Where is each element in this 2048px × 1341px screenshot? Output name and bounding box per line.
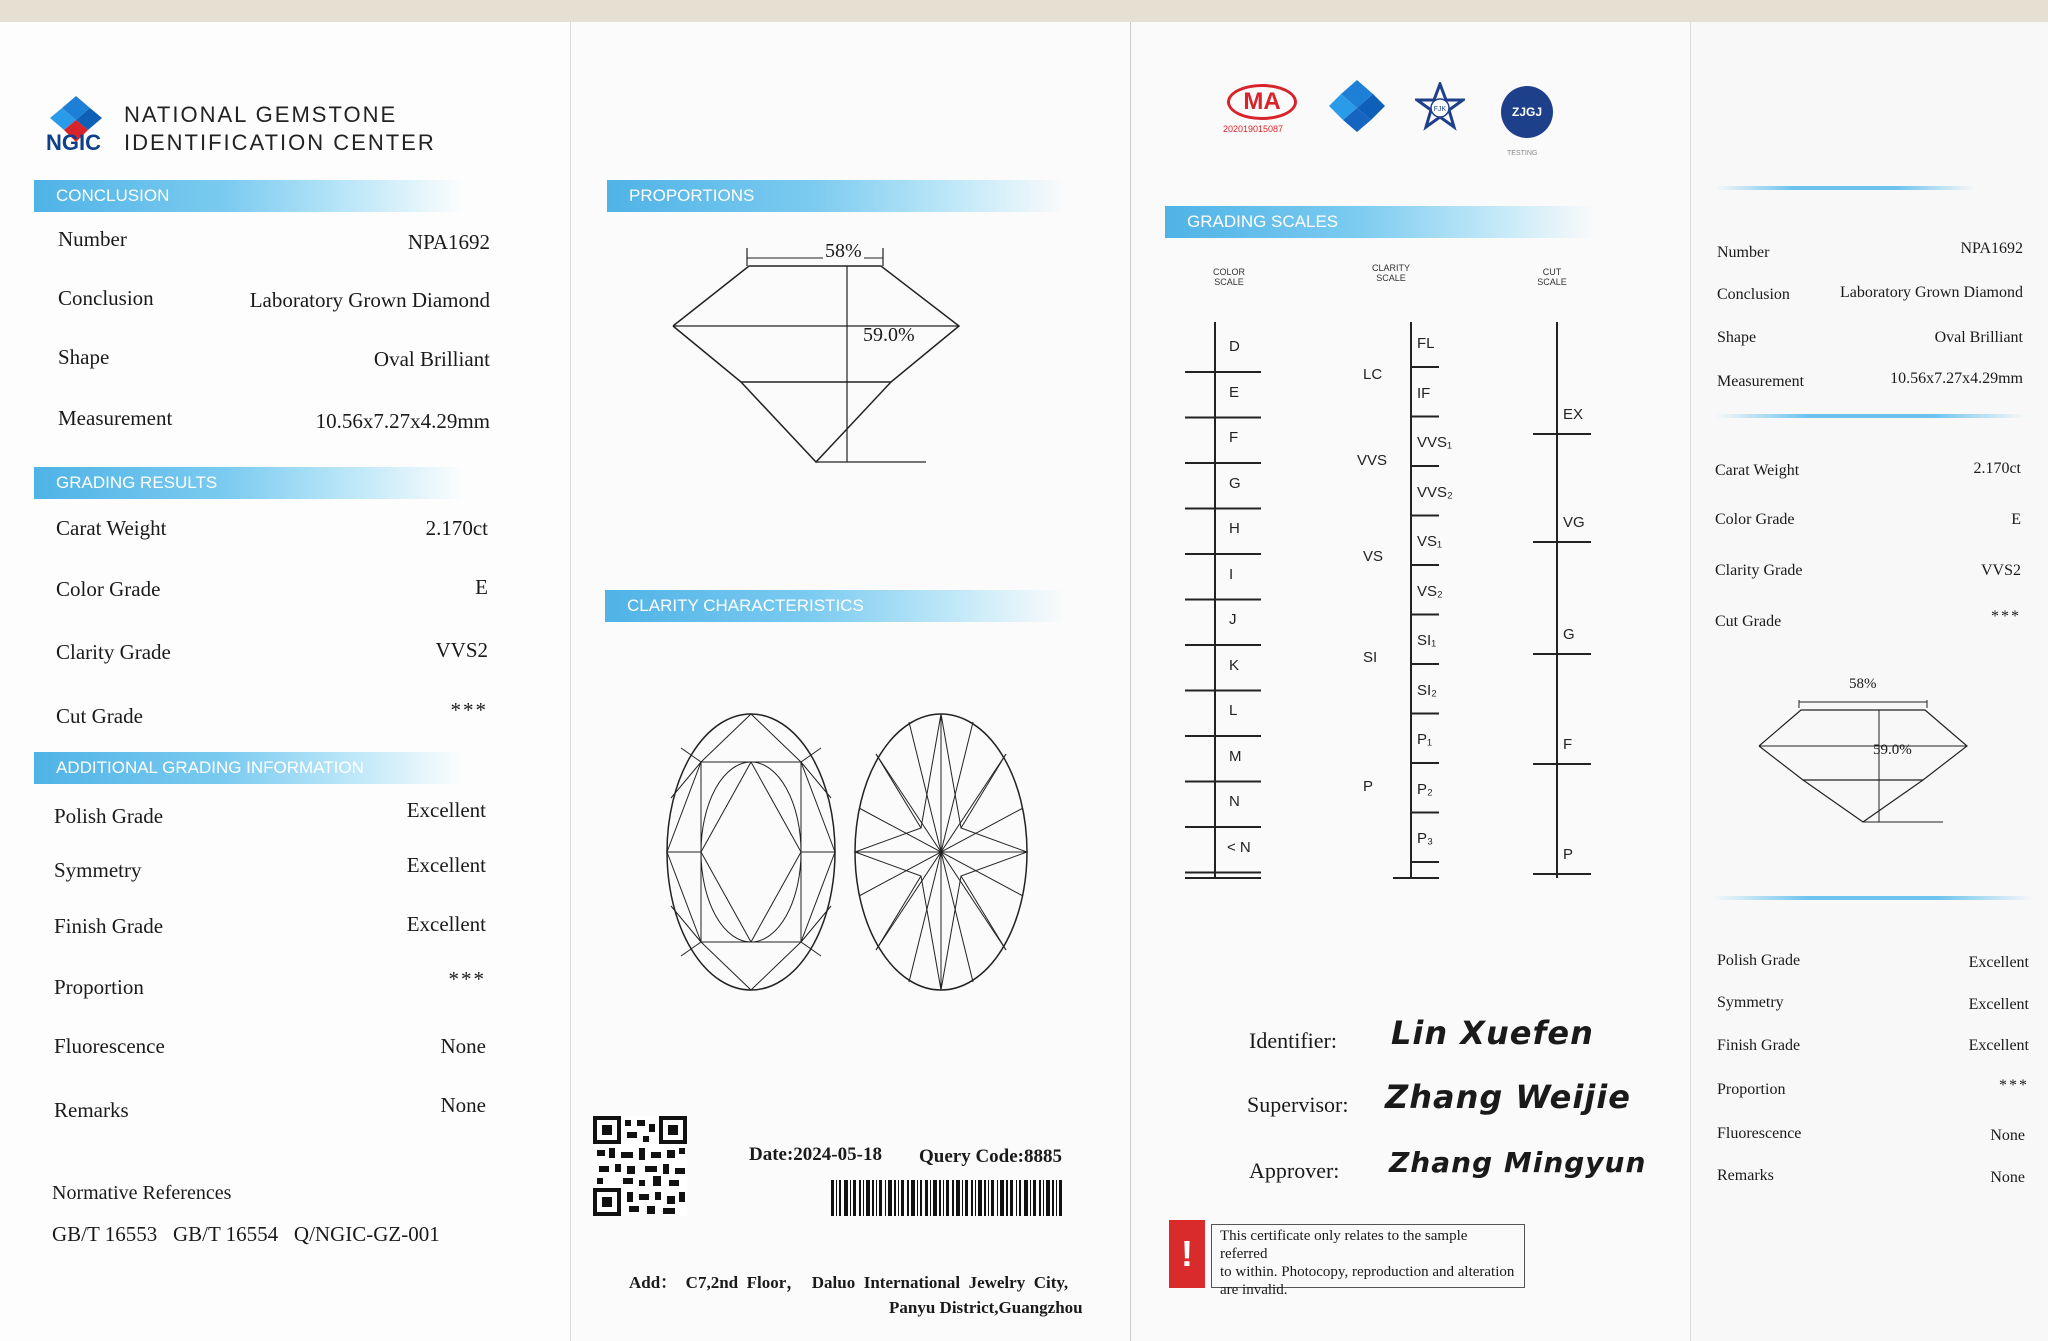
clarity-group-0: LC bbox=[1363, 366, 1383, 383]
label-remarks: Remarks bbox=[54, 1098, 129, 1122]
section-grading-results: GRADING RESULTS bbox=[34, 467, 464, 499]
summary-label-fluorescence: Fluorescence bbox=[1717, 1125, 1802, 1142]
ngic-diamond-logo-icon bbox=[1327, 78, 1387, 134]
clarity-grade-1: IF bbox=[1417, 384, 1431, 402]
summary-value-color: E bbox=[2011, 511, 2021, 528]
label-number: Number bbox=[58, 227, 127, 251]
notice-line3: are invalid. bbox=[1220, 1282, 1288, 1298]
panel-plots bbox=[570, 22, 1131, 1341]
warning-icon: ! bbox=[1169, 1220, 1205, 1288]
summary-label-proportion: Proportion bbox=[1717, 1081, 1786, 1098]
issue-date: Date:2024-05-18 bbox=[749, 1144, 882, 1165]
value-cut-grade: *** bbox=[450, 698, 488, 722]
panel-main-report bbox=[0, 22, 570, 1341]
summary-value-clarity: VVS2 bbox=[1980, 562, 2021, 579]
color-grade-9: M bbox=[1229, 747, 1242, 765]
qr-code[interactable] bbox=[593, 1116, 687, 1216]
cut-grade-0: EX bbox=[1563, 406, 1584, 423]
approver-label: Approver: bbox=[1249, 1158, 1340, 1183]
label-polish-grade: Polish Grade bbox=[54, 804, 164, 828]
value-proportion: *** bbox=[448, 967, 486, 991]
query-code: Query Code:8885 bbox=[919, 1146, 1063, 1167]
cut-grade-1: VG bbox=[1563, 514, 1585, 531]
ngic-abbr: NGIC bbox=[46, 130, 101, 155]
section-conclusion: CONCLUSION bbox=[34, 180, 464, 212]
label-color-grade: Color Grade bbox=[56, 577, 161, 601]
barcode bbox=[831, 1180, 1063, 1216]
color-grade-2: F bbox=[1229, 429, 1239, 446]
color-scale bbox=[1181, 322, 1261, 882]
color-grade-6: J bbox=[1229, 611, 1237, 628]
summary-label-measurement: Measurement bbox=[1717, 373, 1805, 390]
summary-label-conclusion: Conclusion bbox=[1717, 286, 1790, 303]
label-carat-weight: Carat Weight bbox=[56, 516, 167, 540]
clarity-grade-0: FL bbox=[1417, 335, 1435, 352]
summary-value-remarks: None bbox=[1990, 1169, 2025, 1186]
summary-value-measurement: 10.56x7.27x4.29mm bbox=[1890, 370, 2023, 387]
color-grade-3: G bbox=[1229, 474, 1241, 492]
org-name-line2: IDENTIFICATION CENTER bbox=[124, 130, 436, 155]
summary-label-cut: Cut Grade bbox=[1715, 613, 1782, 630]
summary-value-symmetry: Excellent bbox=[1968, 996, 2029, 1013]
value-measurement: 10.56x7.27x4.29mm bbox=[315, 409, 490, 433]
clarity-grade-2: VVS₁ bbox=[1417, 434, 1453, 451]
color-grade-4: H bbox=[1229, 520, 1240, 537]
value-clarity-grade: VVS2 bbox=[435, 638, 488, 662]
summary-depth-percent: 59.0% bbox=[1873, 742, 1912, 758]
summary-label-color: Color Grade bbox=[1715, 511, 1795, 528]
supervisor-signature: Zhang Weijie bbox=[1385, 1078, 1631, 1116]
zjgj-logo-icon: ZJGJ bbox=[1501, 86, 1553, 138]
color-grade-1: E bbox=[1229, 383, 1240, 401]
section-proportions: PROPORTIONS bbox=[607, 180, 1067, 212]
address-line2: Panyu District,Guangzhou bbox=[889, 1298, 1083, 1317]
value-symmetry: Excellent bbox=[406, 853, 486, 877]
summary-label-carat: Carat Weight bbox=[1715, 462, 1800, 479]
clarity-grade-5: VS₂ bbox=[1417, 582, 1443, 600]
label-measurement: Measurement bbox=[58, 406, 173, 430]
zjgj-sub: TESTING bbox=[1507, 150, 1538, 157]
label-shape: Shape bbox=[58, 345, 110, 369]
divider bbox=[1715, 186, 1975, 190]
value-conclusion: Laboratory Grown Diamond bbox=[249, 288, 490, 312]
ma-number: 202019015087 bbox=[1223, 124, 1284, 134]
paper-edge bbox=[0, 0, 2048, 22]
color-grade-10: N bbox=[1229, 793, 1240, 810]
org-name-line1: NATIONAL GEMSTONE bbox=[124, 102, 398, 127]
notice-box bbox=[1211, 1224, 1525, 1298]
label-clarity-grade: Clarity Grade bbox=[56, 640, 171, 664]
section-clarity-characteristics: CLARITY CHARACTERISTICS bbox=[605, 590, 1065, 622]
summary-value-conclusion: Laboratory Grown Diamond bbox=[1839, 284, 2023, 301]
summary-value-cut: *** bbox=[1991, 608, 2021, 625]
value-number: NPA1692 bbox=[407, 230, 490, 254]
divider bbox=[1715, 414, 2025, 418]
clarity-scale bbox=[1391, 322, 1451, 882]
summary-label-symmetry: Symmetry bbox=[1717, 994, 1784, 1011]
cut-grade-2: G bbox=[1563, 626, 1575, 643]
summary-proportion-diagram bbox=[1757, 694, 1973, 826]
identifier-label: Identifier: bbox=[1249, 1028, 1337, 1053]
notice-line2: to within. Photocopy, reproduction and alteration bbox=[1220, 1264, 1515, 1280]
clarity-grade-3: VVS₂ bbox=[1417, 483, 1453, 501]
value-polish-grade: Excellent bbox=[406, 798, 486, 822]
clarity-group-1: VVS bbox=[1357, 452, 1388, 469]
summary-value-proportion: *** bbox=[1999, 1077, 2029, 1094]
label-conclusion: Conclusion bbox=[58, 286, 154, 310]
summary-label-polish: Polish Grade bbox=[1717, 952, 1801, 969]
value-carat-weight: 2.170ct bbox=[425, 516, 488, 540]
cut-grade-3: F bbox=[1563, 736, 1573, 753]
value-finish-grade: Excellent bbox=[406, 912, 486, 936]
color-grade-5: I bbox=[1229, 565, 1234, 583]
divider bbox=[1713, 896, 2033, 900]
normative-references-label: Normative References bbox=[52, 1182, 232, 1204]
value-fluorescence: None bbox=[440, 1034, 486, 1058]
label-proportion: Proportion bbox=[54, 975, 144, 999]
section-additional-grading: ADDITIONAL GRADING INFORMATION bbox=[34, 752, 464, 784]
value-shape: Oval Brilliant bbox=[373, 347, 490, 371]
clarity-grade-6: SI₁ bbox=[1417, 632, 1437, 649]
ma-logo-icon: MA bbox=[1227, 84, 1297, 120]
clarity-grade-4: VS₁ bbox=[1417, 533, 1443, 550]
supervisor-label: Supervisor: bbox=[1247, 1092, 1349, 1117]
cut-scale-title: CUT SCALE bbox=[1537, 267, 1567, 287]
value-color-grade: E bbox=[475, 575, 488, 599]
clarity-grade-8: P₁ bbox=[1417, 731, 1433, 748]
color-scale-title: COLOR SCALE bbox=[1212, 267, 1245, 287]
clarity-group-3: SI bbox=[1363, 649, 1378, 666]
clarity-grade-7: SI₂ bbox=[1417, 681, 1437, 699]
summary-label-finish: Finish Grade bbox=[1717, 1037, 1801, 1054]
summary-table-percent: 58% bbox=[1849, 676, 1877, 692]
summary-label-remarks: Remarks bbox=[1717, 1167, 1774, 1184]
summary-value-number: NPA1692 bbox=[1960, 240, 2023, 257]
proportion-diagram bbox=[671, 244, 971, 474]
normative-references-value: GB/T 16553 GB/T 16554 Q/NGIC-GZ-001 bbox=[52, 1222, 440, 1246]
value-remarks: None bbox=[440, 1093, 486, 1117]
pavilion-view-diagram bbox=[851, 708, 1031, 996]
summary-value-polish: Excellent bbox=[1968, 954, 2029, 971]
fjk-label: FJK bbox=[1433, 106, 1447, 113]
table-percent: 58% bbox=[825, 240, 862, 262]
depth-percent: 59.0% bbox=[863, 324, 915, 346]
clarity-grade-9: P₂ bbox=[1417, 780, 1433, 798]
color-grade-11: < N bbox=[1227, 838, 1251, 856]
fjk-star-logo-icon bbox=[1415, 82, 1465, 132]
clarity-grade-10: P₃ bbox=[1417, 830, 1434, 847]
address-line1: Add： C7,2nd Floor， Daluo International Jewelry City, bbox=[629, 1273, 1069, 1292]
label-cut-grade: Cut Grade bbox=[56, 704, 143, 728]
panel-scales bbox=[1130, 22, 1691, 1341]
panel-summary-card bbox=[1690, 22, 2048, 1341]
color-grade-0: D bbox=[1229, 338, 1240, 355]
label-symmetry: Symmetry bbox=[54, 858, 142, 882]
clarity-group-2: VS bbox=[1363, 548, 1384, 565]
section-grading-scales: GRADING SCALES bbox=[1165, 206, 1595, 238]
summary-value-fluorescence: None bbox=[1990, 1127, 2025, 1144]
notice-line1: This certificate only relates to the sample referred bbox=[1220, 1228, 1468, 1262]
clarity-scale-title: CLARITY SCALE bbox=[1371, 263, 1410, 283]
approver-signature: Zhang Mingyun bbox=[1389, 1146, 1647, 1179]
summary-value-finish: Excellent bbox=[1968, 1037, 2029, 1054]
cut-grade-4: P bbox=[1563, 846, 1574, 863]
summary-value-carat: 2.170ct bbox=[1973, 460, 2021, 477]
label-finish-grade: Finish Grade bbox=[54, 914, 164, 938]
clarity-group-4: P bbox=[1363, 778, 1374, 795]
summary-value-shape: Oval Brilliant bbox=[1934, 329, 2023, 346]
label-fluorescence: Fluorescence bbox=[54, 1034, 165, 1058]
identifier-signature: Lin Xuefen bbox=[1391, 1014, 1594, 1052]
summary-label-clarity: Clarity Grade bbox=[1715, 562, 1803, 579]
color-grade-7: K bbox=[1229, 656, 1240, 674]
summary-label-number: Number bbox=[1717, 244, 1770, 261]
color-grade-8: L bbox=[1229, 702, 1238, 719]
summary-label-shape: Shape bbox=[1717, 329, 1757, 346]
crown-view-diagram bbox=[661, 708, 841, 996]
